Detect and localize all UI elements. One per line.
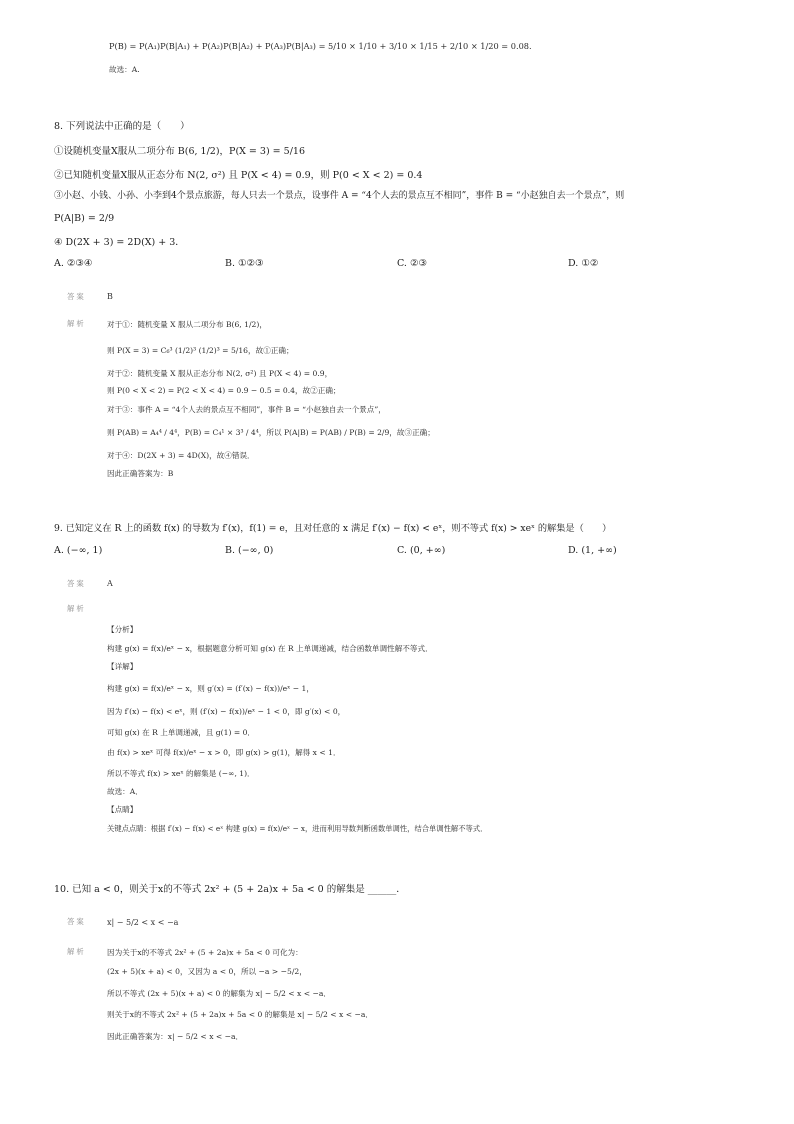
q8-stem: 8. 下列说法中正确的是（ ） xyxy=(54,121,190,132)
q9-analysis-line: 关键点点睛：根据 f′(x) − f(x) < eˣ 构建 g(x) = f(x)/eˣ − x，进而利用导数判断函数单调性，结合单调性解不等式． xyxy=(107,824,488,833)
q9-option-a: A. (−∞, 1) xyxy=(54,545,103,556)
q8-answer-label: 答案 xyxy=(67,292,86,301)
q10-stem: 10. 已知 a < 0，则关于x的不等式 2x² + (5 + 2a)x + 5a < 0 的解集是 ______． xyxy=(54,884,406,895)
q8-option-a: A. ②③④ xyxy=(54,258,93,269)
q8-analysis-line: 则 P(X = 3) = C₆³ (1/2)³ (1/2)³ = 5/16，故①正确； xyxy=(107,346,294,355)
q10-analysis-line: 则关于x的不等式 2x² + (5 + 2a)x + 5a < 0 的解集是 x| − 5/2 < x < −a． xyxy=(107,1010,373,1019)
q10-answer-label: 答案 xyxy=(67,917,86,926)
q8-analysis-line: 则 P(0 < X < 2) = P(2 < X < 4) = 0.9 − 0.5 = 0.4，故②正确； xyxy=(107,386,341,395)
q8-analysis-line: 对于③：事件 A = “4个人去的景点互不相同”，事件 B = “小赵独自去一个景点”， xyxy=(107,405,386,414)
q9-analysis-line: 故选：A． xyxy=(107,787,143,796)
q9-analysis-line: 构建 g(x) = f(x)/eˣ − x，根据题意分析可知 g(x) 在 R 上单调递减，结合函数单调性解不等式． xyxy=(107,644,433,653)
prev-formula: P(B) = P(A₁)P(B|A₁) + P(A₂)P(B|A₂) + P(A₃)P(B|A₃) = 5/10 × 1/10 + 3/10 × 1/15 + 2/10 × 1/20 = 0.08. xyxy=(109,41,532,51)
q8-statement-2: ②已知随机变量X服从正态分布 N(2, σ²) 且 P(X < 4) = 0.9，则 P(0 < X < 2) = 0.4 xyxy=(54,170,423,181)
q8-analysis-line: 对于④：D(2X + 3) = 4D(X)，故④错误． xyxy=(107,451,255,460)
q8-analysis-label: 解析 xyxy=(67,319,86,328)
q8-statement-3-result: P(A|B) = 2/9 xyxy=(54,213,115,224)
prev-conclusion: 故选：A. xyxy=(109,65,140,74)
q9-answer: A xyxy=(107,579,113,588)
q9-analysis-line: 由 f(x) > xeˣ 可得 f(x)/eˣ − x > 0，即 g(x) > g(1)，解得 x < 1． xyxy=(107,748,341,757)
q8-analysis-line: 对于①：随机变量 X 服从二项分布 B(6, 1/2)， xyxy=(107,320,267,329)
q9-stem: 9. 已知定义在 R 上的函数 f(x) 的导数为 f′(x)，f(1) = e，且对任意的 x 满足 f′(x) − f(x) < eˣ，则不等式 f(x) > xeˣ 的解集是（ ） xyxy=(54,523,612,534)
q8-statement-4: ④ D(2X + 3) = 2D(X) + 3． xyxy=(54,237,185,248)
q9-analysis-line: 【分析】 xyxy=(107,625,138,634)
q9-analysis-line: 【点睛】 xyxy=(107,805,138,814)
q9-analysis-label: 解析 xyxy=(67,604,86,613)
q8-analysis-line: 对于②：随机变量 X 服从正态分布 N(2, σ²) 且 P(X < 4) = 0.9， xyxy=(107,369,333,378)
q10-analysis-label: 解析 xyxy=(67,947,86,956)
q9-analysis-line: 【详解】 xyxy=(107,662,138,671)
q9-analysis-line: 可知 g(x) 在 R 上单调递减，且 g(1) = 0． xyxy=(107,728,256,737)
q8-statement-3: ③小赵、小钱、小孙、小李到4个景点旅游，每人只去一个景点，设事件 A = “4个人去的景点互不相同”，事件 B = “小赵独自去一个景点”，则 xyxy=(54,191,625,201)
q8-option-b: B. ①②③ xyxy=(225,258,264,269)
q8-statement-1: ①设随机变量X服从二项分布 B(6, 1/2)，P(X = 3) = 5/16 xyxy=(54,146,305,157)
q8-answer: B xyxy=(107,292,113,301)
q9-analysis-line: 构建 g(x) = f(x)/eˣ − x，则 g′(x) = (f′(x) − f(x))/eˣ − 1， xyxy=(107,684,314,693)
q10-answer: x| − 5/2 < x < −a xyxy=(107,918,179,927)
q10-analysis-line: 因为关于x的不等式 2x² + (5 + 2a)x + 5a < 0 可化为： xyxy=(107,948,303,957)
q9-analysis-line: 所以不等式 f(x) > xeˣ 的解集是 (−∞, 1)． xyxy=(107,769,255,778)
q9-option-c: C. (0, +∞) xyxy=(397,545,446,556)
q8-option-d: D. ①② xyxy=(568,258,599,269)
q9-option-d: D. (1, +∞) xyxy=(568,545,617,556)
q9-analysis-line: 因为 f′(x) − f(x) < eˣ，则 (f′(x) − f(x))/eˣ − 1 < 0，即 g′(x) < 0， xyxy=(107,707,346,716)
q10-analysis-line: 因此正确答案为：x| − 5/2 < x < −a． xyxy=(107,1032,244,1041)
q10-analysis-line: (2x + 5)(x + a) < 0，又因为 a < 0，所以 −a > −5/2， xyxy=(107,967,307,976)
q8-analysis-line: 因此正确答案为：B xyxy=(107,469,174,478)
q9-answer-label: 答案 xyxy=(67,579,86,588)
q10-analysis-line: 所以不等式 (2x + 5)(x + a) < 0 的解集为 x| − 5/2 < x < −a． xyxy=(107,989,331,998)
q9-option-b: B. (−∞, 0) xyxy=(225,545,274,556)
q8-option-c: C. ②③ xyxy=(397,258,428,269)
q8-analysis-line: 则 P(AB) = A₄⁴ / 4⁴，P(B) = C₄¹ × 3³ / 4⁴，所以 P(A|B) = P(AB) / P(B) = 2/9，故③正确； xyxy=(107,428,435,437)
